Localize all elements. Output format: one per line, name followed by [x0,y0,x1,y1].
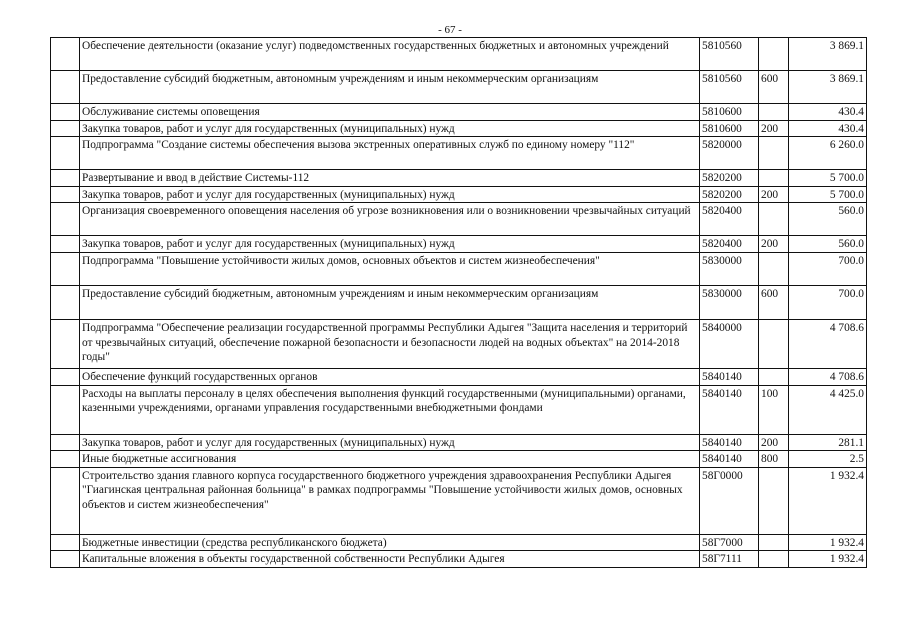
row-expense-type: 200 [759,186,789,203]
table-row [51,203,867,236]
table-row [51,236,867,253]
row-name: Предоставление субсидий бюджетным, автономным учреждениям и иным некоммерческим организациям [80,285,700,319]
row-amount: 5 700.0 [789,186,867,203]
row-name: Закупка товаров, работ и услуг для государственных (муниципальных) нужд [80,120,700,137]
row-amount: 560.0 [789,203,867,236]
row-expense-type: 600 [759,71,789,104]
row-code: 5820000 [700,137,759,170]
table-row [51,534,867,551]
table-row [51,467,867,534]
row-indent-cell [51,170,80,187]
table-row [51,319,867,368]
row-indent-cell [51,385,80,434]
row-indent-cell [51,38,80,71]
table-row [51,38,867,71]
row-amount: 4 425.0 [789,385,867,434]
row-indent-cell [51,252,80,285]
row-name: Закупка товаров, работ и услуг для государственных (муниципальных) нужд [80,236,700,253]
row-indent-cell [51,71,80,104]
row-amount: 3 869.1 [789,38,867,71]
row-expense-type [759,203,789,236]
row-expense-type: 200 [759,434,789,451]
row-code: 5810600 [700,120,759,137]
row-code: 5820400 [700,236,759,253]
row-expense-type [759,368,789,385]
row-name: Подпрограмма "Повышение устойчивости жилых домов, основных объектов и систем жизнеобеспечения" [80,252,700,285]
row-expense-type: 100 [759,385,789,434]
row-expense-type: 200 [759,120,789,137]
row-code: 5830000 [700,285,759,319]
row-amount: 700.0 [789,252,867,285]
row-expense-type [759,104,789,121]
row-amount: 1 932.4 [789,551,867,568]
row-amount: 1 932.4 [789,467,867,534]
row-indent-cell [51,534,80,551]
row-expense-type [759,551,789,568]
table-row [51,120,867,137]
row-code: 5810560 [700,38,759,71]
row-name: Развертывание и ввод в действие Системы-112 [80,170,700,187]
row-code: 5840000 [700,319,759,368]
row-code: 58Г7111 [700,551,759,568]
row-name: Обеспечение деятельности (оказание услуг) подведомственных государственных бюджетных и автономных учреждений [80,38,700,71]
row-amount: 281.1 [789,434,867,451]
table-row [51,71,867,104]
row-expense-type [759,137,789,170]
row-code: 5820400 [700,203,759,236]
row-indent-cell [51,434,80,451]
row-name: Организация своевременного оповещения населения об угрозе возникновения или о возникновении чрезвычайных ситуаций [80,203,700,236]
row-expense-type [759,252,789,285]
row-indent-cell [51,186,80,203]
table-row [51,104,867,121]
row-expense-type [759,38,789,71]
row-expense-type: 200 [759,236,789,253]
row-name: Бюджетные инвестиции (средства республиканского бюджета) [80,534,700,551]
table-row [51,385,867,434]
row-expense-type [759,534,789,551]
row-name: Иные бюджетные ассигнования [80,451,700,468]
row-name: Расходы на выплаты персоналу в целях обеспечения выполнения функций государственными (муниципальными) органами, казенными учреждениями, органами управления государственными внебюджетными фондами [80,385,700,434]
row-amount: 1 932.4 [789,534,867,551]
row-code: 5810560 [700,71,759,104]
row-indent-cell [51,104,80,121]
page-number: - 67 - [438,24,462,36]
table-row [51,434,867,451]
budget-table [50,37,867,568]
row-name: Закупка товаров, работ и услуг для государственных (муниципальных) нужд [80,186,700,203]
row-code: 5830000 [700,252,759,285]
row-indent-cell [51,551,80,568]
table-row [51,137,867,170]
row-expense-type [759,170,789,187]
table-row [51,551,867,568]
row-name: Подпрограмма "Обеспечение реализации государственной программы Республики Адыгея "Защита населения и территорий от чрезвычайных ситуаций, обеспечение пожарной безопасности и безопасности людей на водных объектах" на 2014-2018 годы" [80,319,700,368]
row-expense-type [759,467,789,534]
row-code: 5840140 [700,385,759,434]
row-code: 5840140 [700,434,759,451]
row-indent-cell [51,203,80,236]
row-name: Строительство здания главного корпуса государственного бюджетного учреждения здравоохранения Республики Адыгея "Гиагинская центральная районная больница" в рамках подпрограммы "Повышение устойчивости жилых домов, основных объектов и систем жизнеобеспечения" [80,467,700,534]
row-amount: 700.0 [789,285,867,319]
row-name: Закупка товаров, работ и услуг для государственных (муниципальных) нужд [80,434,700,451]
row-amount: 560.0 [789,236,867,253]
row-indent-cell [51,467,80,534]
row-amount: 3 869.1 [789,71,867,104]
row-code: 5810600 [700,104,759,121]
row-indent-cell [51,285,80,319]
row-indent-cell [51,236,80,253]
table-row [51,252,867,285]
row-code: 5820200 [700,186,759,203]
row-indent-cell [51,137,80,170]
row-amount: 2.5 [789,451,867,468]
row-name: Обеспечение функций государственных органов [80,368,700,385]
row-expense-type: 600 [759,285,789,319]
row-name: Обслуживание системы оповещения [80,104,700,121]
table-row [51,368,867,385]
row-amount: 4 708.6 [789,319,867,368]
table-row [51,170,867,187]
row-amount: 6 260.0 [789,137,867,170]
row-expense-type: 800 [759,451,789,468]
row-indent-cell [51,120,80,137]
row-expense-type [759,319,789,368]
row-name: Предоставление субсидий бюджетным, автономным учреждениям и иным некоммерческим организациям [80,71,700,104]
row-amount: 430.4 [789,104,867,121]
row-indent-cell [51,319,80,368]
row-indent-cell [51,368,80,385]
row-amount: 5 700.0 [789,170,867,187]
row-code: 5840140 [700,451,759,468]
row-indent-cell [51,451,80,468]
row-amount: 430.4 [789,120,867,137]
row-code: 5820200 [700,170,759,187]
table-row [51,285,867,319]
table-row [51,186,867,203]
row-name: Подпрограмма "Создание системы обеспечения вызова экстренных оперативных служб по единому номеру "112" [80,137,700,170]
row-amount: 4 708.6 [789,368,867,385]
table-row [51,451,867,468]
row-code: 58Г0000 [700,467,759,534]
row-code: 58Г7000 [700,534,759,551]
row-name: Капитальные вложения в объекты государственной собственности Республики Адыгея [80,551,700,568]
row-code: 5840140 [700,368,759,385]
